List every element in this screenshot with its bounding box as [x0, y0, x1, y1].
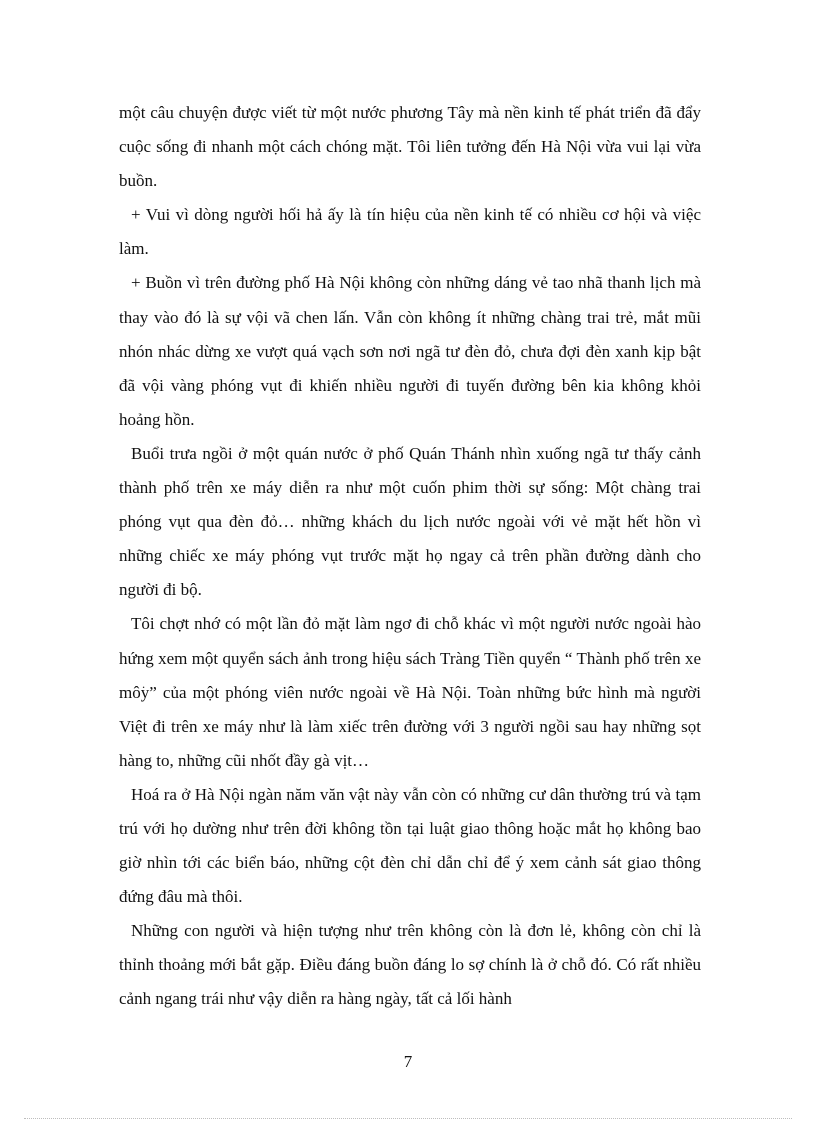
paragraph-1: một câu chuyện được viết từ một nước phương Tây mà nền kinh tế phát triển đã đẩy cuộc sống đi nhanh một cách chóng mặt. Tôi liên tưởng đến Hà Nội vừa vui lại vừa buồn.	[119, 103, 701, 191]
page-bottom-divider	[24, 1118, 792, 1119]
paragraph-5: Tôi chợt nhớ có một lần đỏ mặt làm ngơ đi chỗ khác vì một người nước ngoài hào hứng xem một quyển sách ảnh trong hiệu sách Tràng Tiền quyển “ Thành phố trên xe mô͘y” của một phóng viên nước ngoài về Hà Nội. Toàn những bức hình mà người Việt đi trên xe máy như là làm xiếc trên đường với 3 người ngồi sau hay những sọt hàng to, những cũi nhốt đầy gà vịt…	[119, 614, 701, 770]
paragraph-6: Hoá ra ở Hà Nội ngàn năm văn vật này vẫn còn có những cư dân thường trú và tạm trú với họ dường như trên đời không tồn tại luật giao thông hoặc mắt họ không bao giờ nhìn tới các biển báo, những cột đèn chỉ dẫn chỉ để ý xem cảnh sát giao thông đứng đâu mà thôi.	[119, 784, 701, 907]
paragraph-7: Những con người và hiện tượng như trên không còn là đơn lẻ, không còn chỉ là thỉnh thoảng mới bắt gặp. Điều đáng buồn đáng lo sợ chính là ở chỗ đó. Có rất nhiều cảnh ngang trái như vậy diễn ra hàng ngày, tất cả lối hành	[119, 921, 701, 1009]
page-number: 7	[403, 1052, 413, 1071]
paragraph-4: Buổi trưa ngồi ở một quán nước ở phố Quán Thánh nhìn xuống ngã tư thấy cảnh thành phố trên xe máy diễn ra như một cuốn phim thời sự sống: Một chàng trai phóng vụt qua đèn đỏ… những khách du lịch nước ngoài với vẻ mặt hết hồn vì những chiếc xe máy phóng vụt trước mặt họ ngay cả trên phần đường dành cho người đi bộ.	[119, 443, 701, 600]
paragraph-3: + Buồn vì trên đường phố Hà Nội không còn những dáng vẻ tao nhã thanh lịch mà thay vào đó là sự vội vã chen lấn. Vẫn còn không ít những chàng trai trẻ, mắt mũi nhón nhác dừng xe vượt quá vạch sơn nơi ngã tư đèn đỏ, chưa đợi đèn xanh kịp bật đã vội vàng phóng vụt đi khiến nhiều người đi tuyến đường bên kia không khỏi hoảng hồn.	[119, 273, 701, 429]
paragraph-2: + Vui vì dòng người hối hả ấy là tín hiệu của nền kinh tế có nhiều cơ hội và việc làm.	[119, 205, 701, 259]
body-text	[119, 96, 701, 1017]
